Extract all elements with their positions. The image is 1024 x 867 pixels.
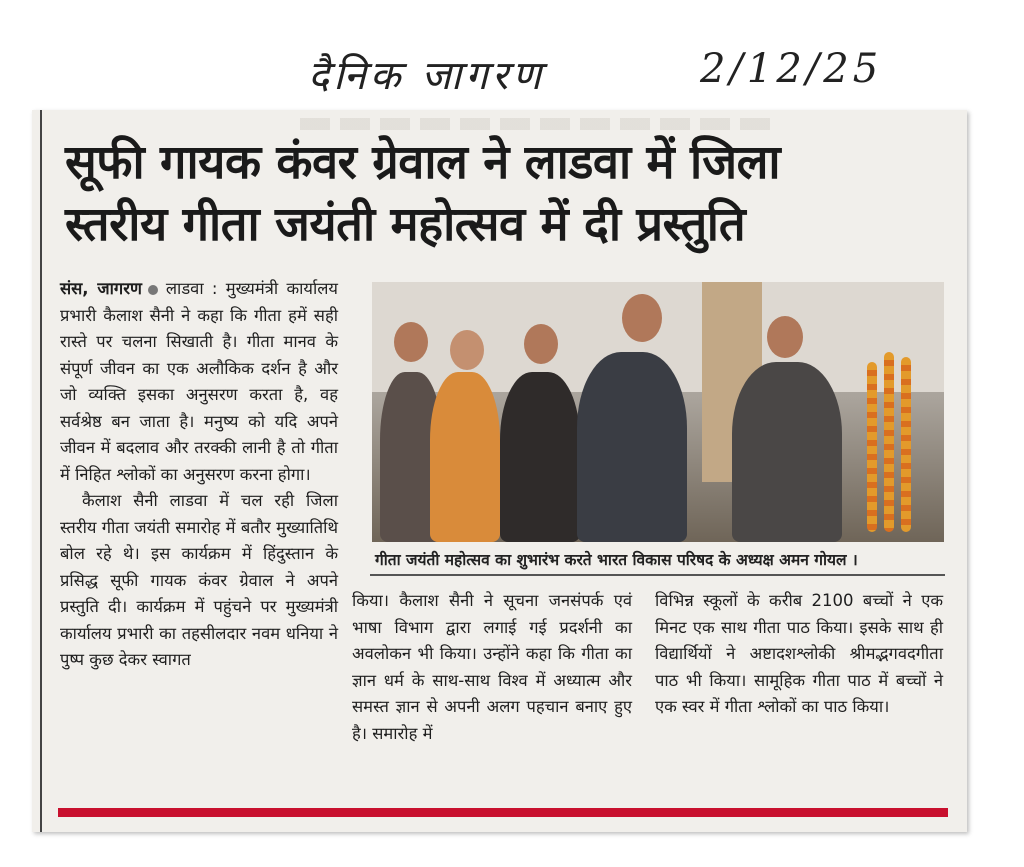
handwritten-date: 2/12/25	[700, 46, 883, 92]
photo-garland	[884, 352, 894, 532]
byline: संस, जागरण	[60, 279, 142, 298]
article-headline	[65, 132, 945, 256]
photo-person	[577, 352, 687, 542]
photo-garland	[901, 357, 911, 532]
clipping-edge	[40, 110, 42, 832]
lead-text: लाडवा : मुख्यमंत्री कार्यालय प्रभारी कैलाश सैनी ने कहा कि गीता हमें सही रास्ते पर चलना सिखाती है। गीता मानव के संपूर्ण जीवन का एक अलौकिक दर्शन है और जो व्यक्ति इसका अनुसरण करता है, वह सर्वश्रेष्ठ बन जाता है। मनुष्य को यदि अपने जीवन में बदलाव और तरक्की लानी है तो गीता में निहित श्लोकों का अनुसरण करना होगा।	[60, 279, 338, 484]
article-photo	[372, 282, 944, 542]
article-column-1	[60, 276, 338, 674]
caption-divider	[370, 574, 945, 576]
photo-person	[500, 372, 580, 542]
photo-person	[430, 372, 500, 542]
photo-person-head	[450, 330, 484, 370]
paragraph-2: कैलाश सैनी लाडवा में चल रही जिला स्तरीय गीता जयंती समारोह में बतौर मुख्यातिथि बोल रहे थे। इस कार्यक्रम में हिंदुस्तान के प्रसिद्ध सूफी गायक कंवर ग्रेवाल ने अपने प्रस्तुति दी। कार्यक्रम में पहुंचने पर मुख्यमंत्री कार्यालय प्रभारी का तहसीलदार नवम धनिया ने पुष्प कुछ देकर स्वागत	[60, 491, 338, 669]
faded-text-strip	[300, 118, 780, 130]
photo-person-head	[394, 322, 428, 362]
article-column-3: विभिन्न स्कूलों के करीब 2100 बच्चों ने एक मिनट एक साथ गीता पाठ किया। इसके साथ ही विद्यार्थियों ने अष्टादशश्लोकी श्रीमद्भगवदगीता पाठ भी किया। सामूहिक गीता पाठ में बच्चों ने एक स्वर में गीता श्लोकों का पाठ किया।	[655, 591, 943, 716]
lead-paragraph	[60, 276, 338, 488]
bottom-red-rule	[58, 808, 948, 817]
photo-person-head	[767, 316, 803, 358]
bullet-icon	[148, 285, 158, 295]
photo-person	[732, 362, 842, 542]
headline-line-2: स्तरीय गीता जयंती महोत्सव में दी प्रस्तुति	[65, 197, 746, 252]
photo-garland	[867, 362, 877, 532]
handwritten-paper-name: दैनिक जागरण	[308, 53, 546, 99]
photo-person-head	[524, 324, 558, 364]
article-column-2: किया। कैलाश सैनी ने सूचना जनसंपर्क एवं भाषा विभाग द्वारा लगाई गई प्रदर्शनी का अवलोकन भी किया। उन्होंने कहा कि गीता का ज्ञान धर्म के साथ-साथ विश्व में अध्यात्म और समस्त ज्ञान से अपनी अलग पहचान बनाए हुए है। समारोह में	[352, 591, 632, 743]
photo-caption: गीता जयंती महोत्सव का शुभारंभ करते भारत विकास परिषद के अध्यक्ष अमन गोयल ।	[375, 551, 858, 569]
headline-line-1: सूफी गायक कंवर ग्रेवाल ने लाडवा में जिला	[65, 135, 781, 190]
photo-person-head	[622, 294, 662, 342]
